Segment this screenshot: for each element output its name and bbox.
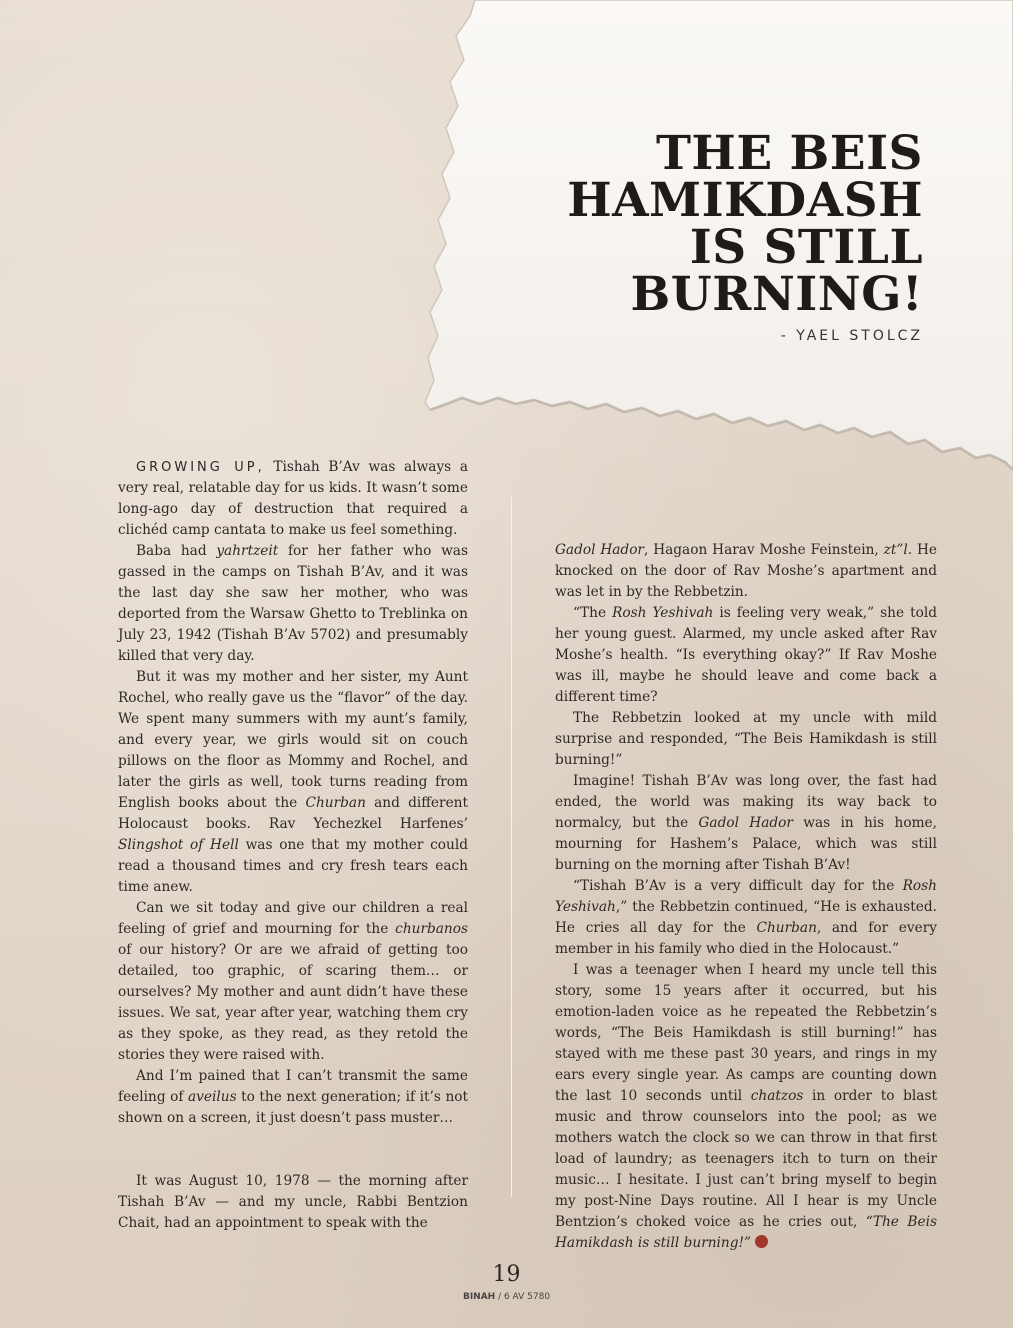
paragraph	[555, 960, 937, 1254]
italic-term: Rosh Yeshivah	[555, 878, 937, 915]
italic-term: churbanos	[395, 921, 468, 937]
italic-term: yahrtzeit	[216, 543, 279, 559]
italic-term: Gadol Hador	[698, 815, 793, 831]
text-run: to the next generation; if it’s not shown on a screen, it just doesn’t pass muster…	[118, 1089, 468, 1126]
text-run: and different Holocaust books. Rav Yechezkel Harfenes’	[118, 795, 468, 832]
italic-term: Churban	[305, 795, 366, 811]
article-title	[443, 126, 923, 322]
paragraph	[118, 541, 468, 667]
text-run: is feeling very weak,” she told her young guest. Alarmed, my uncle asked after Rav Moshe’s health. “Is everything okay?” If Rav Moshe was ill, maybe he should leave and come back a different time?	[555, 605, 937, 705]
text-run: ,” the Rebbetzin continued, “He is exhausted. He cries all day for the	[555, 899, 937, 936]
column-divider	[511, 497, 512, 1197]
paragraph: The Rebbetzin looked at my uncle with mild surprise and responded, “The Beis Hamikdash is still burning!”	[555, 710, 937, 768]
text-run: “The	[573, 605, 613, 621]
text-run: , Hagaon Harav Moshe Feinstein,	[643, 542, 884, 558]
page-number: 19	[492, 1262, 521, 1287]
text-run: But it was my mother and her sister, my Aunt Rochel, who really gave us the “flavor” of the day. We spent many summers with my aunt’s family, and every year, we girls would sit on couch pillows on the floor as Mommy and Rochel, and later the girls as well, took turns reading from English books about the	[118, 669, 468, 811]
section-gap	[118, 1129, 468, 1171]
text-run: in order to blast music and throw counselors into the pool; as we mothers watch the clock so we can throw in that first load of laundry; as teenagers itch to turn on their music… I hesitate. I just can’t bring myself to begin my post-Nine Days routine. All I hear is my Uncle Bentzion’s choked voice as he cries out,	[555, 1088, 937, 1230]
italic-term: Slingshot of Hell	[118, 837, 239, 853]
paragraph	[555, 603, 937, 708]
paragraph	[118, 1066, 468, 1129]
text-run: Tishah B’Av was always a very real, relatable day for us kids. It wasn’t some long-ago day of destruction that required a clichéd camp cantata to make us feel something.	[118, 459, 469, 538]
italic-term: chatzos	[750, 1088, 804, 1104]
paragraph	[118, 457, 468, 541]
title-line: HAMIKDASH	[567, 173, 923, 228]
text-run: . He knocked on the door of Rav Moshe’s apartment and was let in by the Rebbetzin.	[555, 542, 937, 600]
text-run: I was a teenager when I heard my uncle tell this story, some 15 years after it occurred, but his emotion-laden voice as he repeated the Rebbetzin’s words, “The Beis Hamikdash is still burning!” has stayed with me these past 30 years, and rings in my ears every single year. As camps are counting down the last 10 seconds until	[555, 962, 937, 1104]
torn-paper-title-panel	[420, 0, 1013, 470]
end-of-article-dot	[755, 1235, 768, 1248]
lead-in: GROWING UP,	[136, 460, 265, 475]
issue-date: / 6 AV 5780	[495, 1292, 551, 1302]
text-run: “Tishah B’Av is a very difficult day for the	[573, 878, 903, 894]
paragraph	[118, 898, 468, 1066]
italic-term: Rosh Yeshivah	[612, 605, 714, 621]
text-column-right	[555, 540, 937, 1254]
publication-footer	[0, 1292, 1013, 1302]
paragraph	[555, 771, 937, 876]
title-line: BURNING!	[630, 267, 923, 322]
text-run: was one that my mother could read a thousand times and cry fresh tears each time anew.	[118, 837, 468, 895]
text-run: And I’m pained that I can’t transmit the same feeling of	[118, 1068, 468, 1105]
text-column-left	[118, 457, 468, 1234]
author-byline: - YAEL STOLCZ	[780, 328, 923, 344]
text-run: for her father who was gassed in the camps on Tishah B’Av, and it was the last day she saw her mother, who was deported from the Warsaw Ghetto to Treblinka on July 23, 1942 (Tishah B’Av 5702) and presumably killed that very day.	[118, 543, 468, 664]
italic-term: zt”l	[883, 542, 908, 558]
paragraph: It was August 10, 1978 — the morning after Tishah B’Av — and my uncle, Rabbi Bentzion Chait, had an appointment to speak with the	[118, 1173, 468, 1231]
paragraph	[118, 667, 468, 898]
text-run: was in his home, mourning for Hashem’s Palace, which was still burning on the morning after Tishah B’Av!	[555, 815, 938, 873]
paragraph	[555, 540, 937, 603]
publication-name: BINAH	[462, 1292, 496, 1302]
italic-term: Churban	[756, 920, 817, 936]
title-line: IS STILL	[689, 220, 923, 275]
paragraph	[555, 876, 937, 960]
title-line: THE BEIS	[655, 126, 923, 181]
italic-quote: “The Beis Hamikdash is still burning!”	[555, 1214, 937, 1251]
text-run: Can we sit today and give our children a real feeling of grief and mourning for the	[118, 900, 468, 937]
text-run: Imagine! Tishah B’Av was long over, the fast had ended, the world was making its way back to normalcy, but the	[555, 773, 937, 831]
italic-term: Gadol Hador	[555, 542, 644, 558]
text-run: of our history? Or are we afraid of getting too detailed, too graphic, of scaring them… or ourselves? My mother and aunt didn’t have these issues. We sat, year after year, watching them cry as they spoke, as they read, as they retold the stories they were raised with.	[118, 942, 468, 1063]
italic-term: aveilus	[188, 1089, 237, 1105]
text-run: , and for every member in his family who died in the Holocaust.”	[555, 920, 937, 957]
text-run: Baba had	[136, 543, 217, 559]
